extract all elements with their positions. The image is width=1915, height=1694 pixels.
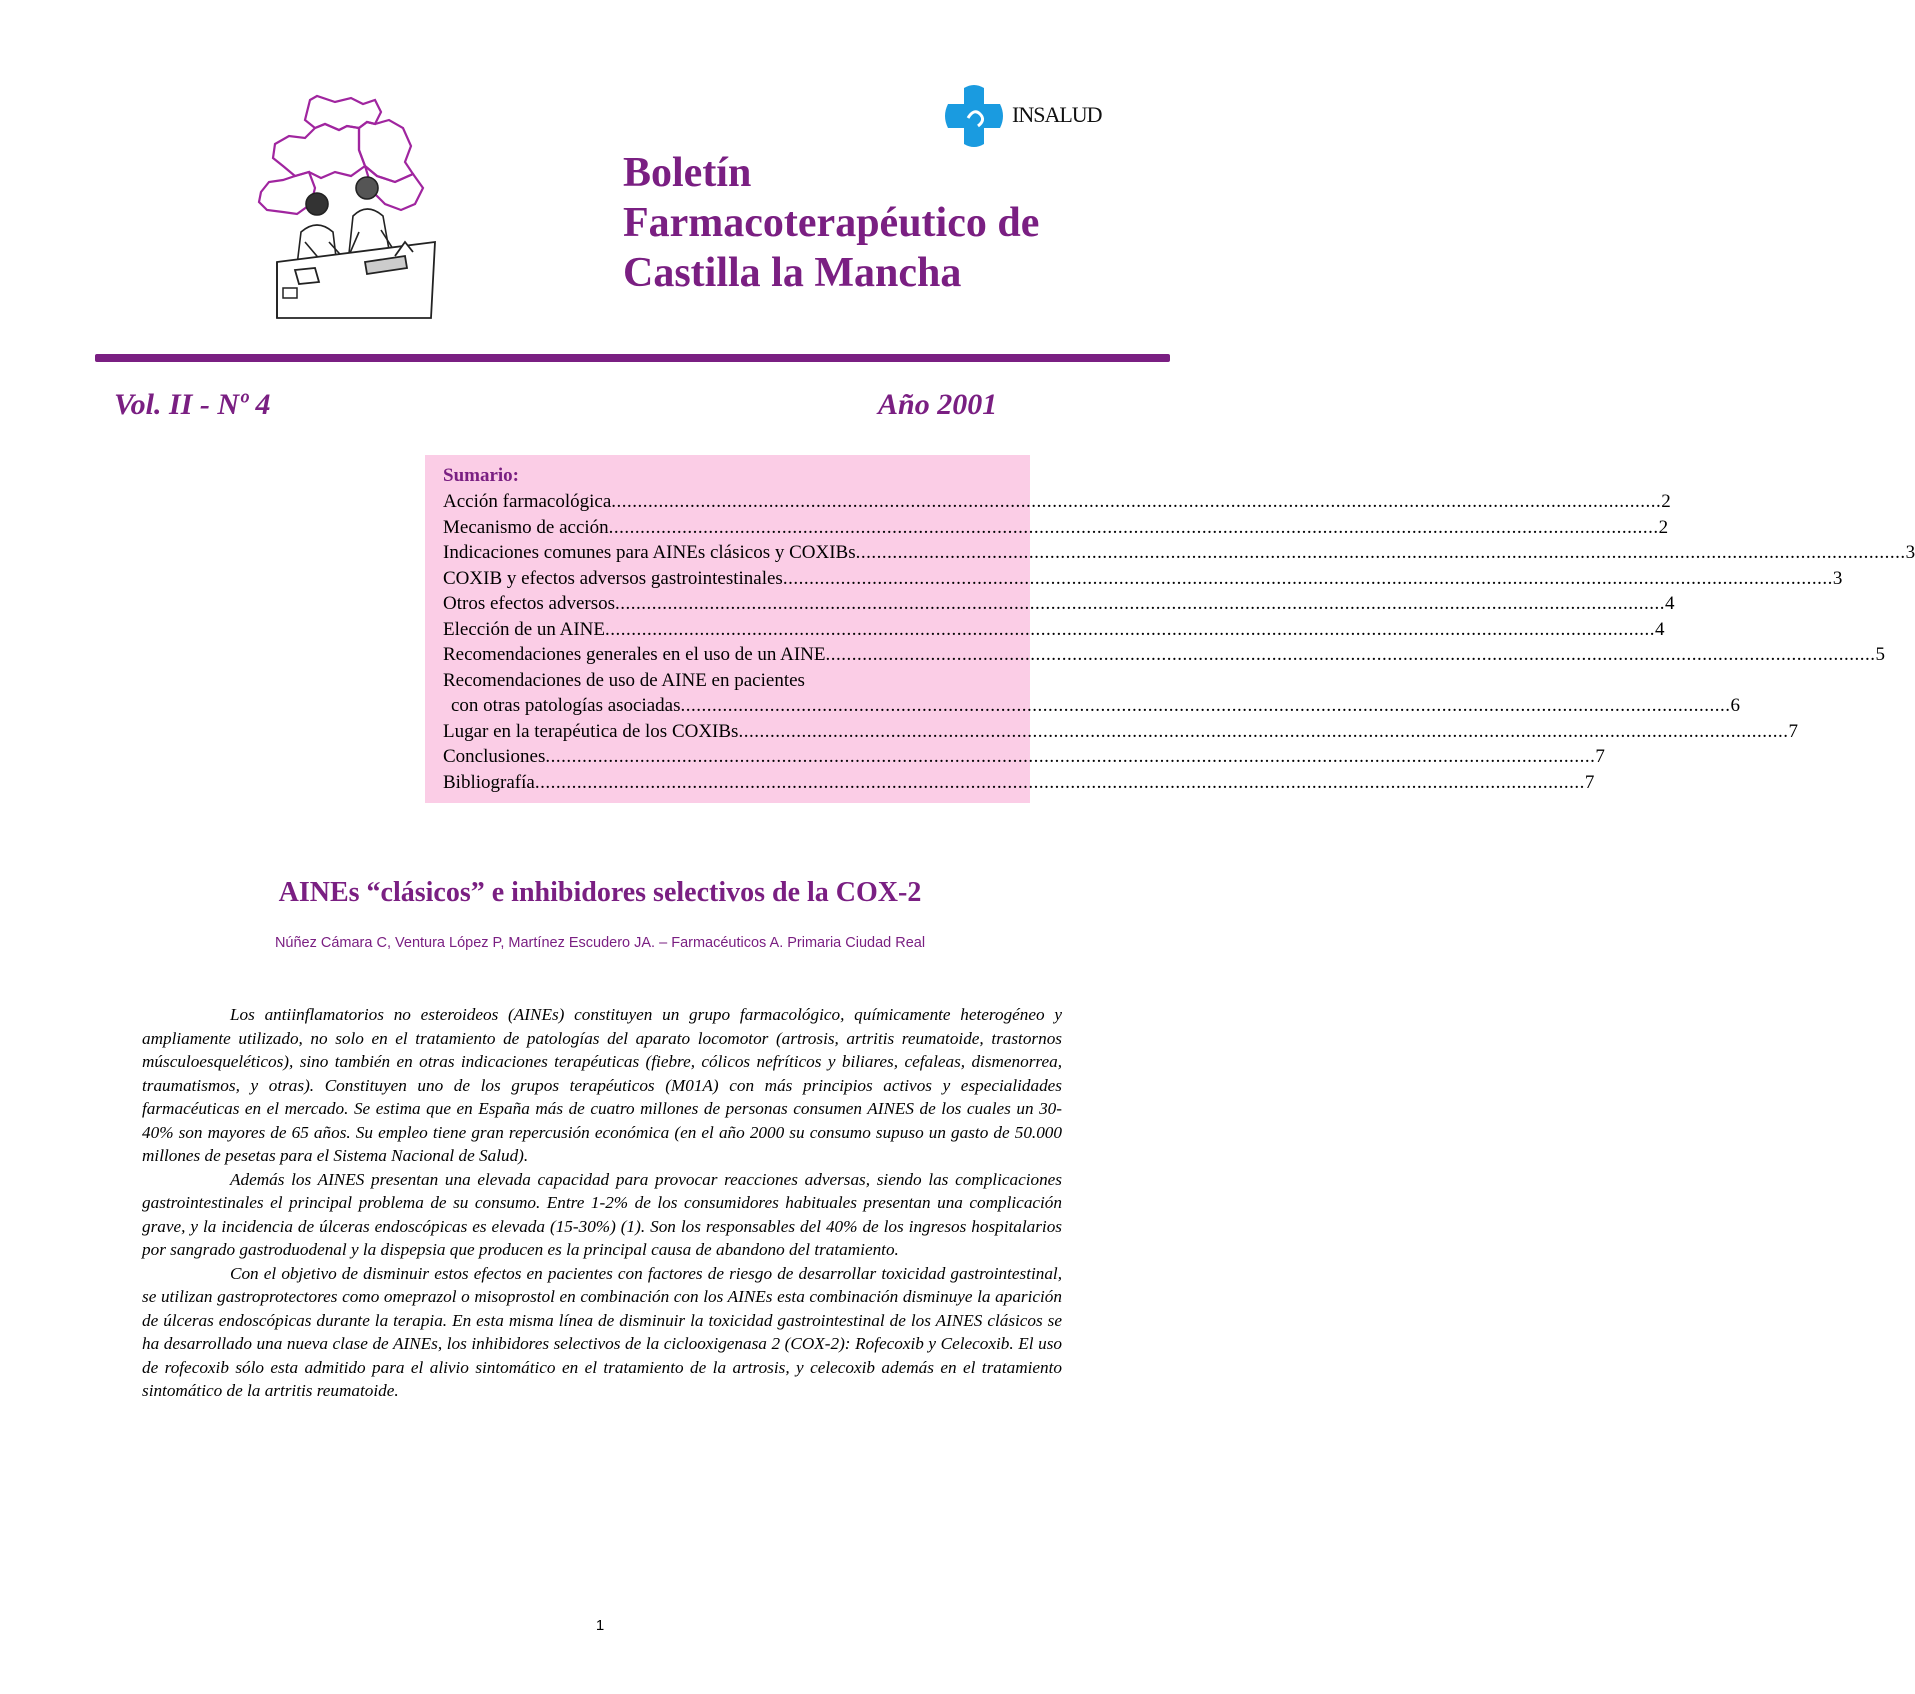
summary-item-page: 7 [1595,746,1605,767]
summary-item-label: con otras patologías asociadas [451,695,681,716]
summary-item-leader: ........................................................................................................................................................................................................ [738,720,1789,742]
summary-item-leader: ........................................................................................................................................................................................................ [608,516,1659,538]
paragraph: Con el objetivo de disminuir estos efectos en pacientes con factores de riesgo de desarrollar toxicidad gastrointestinal, se utilizan gastroprotectores como omeprazol o misoprostol en combinación con los AINEs esta combinación disminuye la aparición de úlceras endoscópicas durante la terapia. En esta misma línea de disminuir la toxicidad gastrointestinal de los AINES clásicos se ha desarrollado una nueva clase de AINEs, los inhibidores selectivos de la ciclooxigenasa 2 (COX-2): Rofecoxib y Celecoxib. El uso de rofecoxib sólo esta admitido para el alivio sintomático en el tratamiento de la artrosis, y celecoxib además en el tratamiento sintomático de la artritis reumatoide. [142,1263,1062,1400]
summary-item-label: Acción farmacológica [443,491,612,512]
summary-item-leader: ........................................................................................................................................................................................................ [545,746,1596,767]
summary-item-page: 6 [1730,695,1741,716]
summary-item [443,540,1915,566]
title-line: Boletín [623,150,752,196]
summary-item [443,515,1669,541]
summary-item [443,489,1671,515]
issue-year: Año 2001 [878,388,998,421]
summary-item-leader: ........................................................................................................................................................................................................ [782,567,1833,589]
summary-item-label: Recomendaciones generales en el uso de un AINE [443,644,826,665]
summary-item [443,744,1605,770]
summary-item-label: Elección de un AINE [443,618,605,640]
summary-item-label: Conclusiones [443,746,546,767]
article-title: AINEs “clásicos” e inhibidores selectivos de la COX-2 [278,877,922,908]
paragraph: Los antiinflamatorios no esteroideos (AINEs) constituyen un grupo farmacológico, químicamente heterogéneo y ampliamente utilizado, no solo en el tratamiento de patologías del aparato locomotor (artrosis, artritis reumatoide, trastornos músculoesqueléticos), sino también en otras indicaciones terapéuticas (fiebre, cólicos nefríticos y biliares, cefaleas, dismenorrea, traumatismos, y otras). Constituyen uno de los grupos terapéuticos (M01A) con más principios activos y especialidades farmacéuticas en el mercado. Se estima que en España más de cuatro millones de personas consumen AINES de los cuales un 30-40% son mayores de 65 años. Su empleo tiene gran repercusión económica (en el año 2000 su consumo supuso un gasto de 50.000 millones de pesetas para el Sistema Nacional de Salud). [142,1005,1062,1165]
summary-list [443,489,1915,795]
summary-item-page: 7 [1788,720,1798,742]
summary-item-page: 4 [1665,593,1675,614]
article-authors: Núñez Cámara C, Ventura López P, Martínez Escudero JA. – Farmacéuticos A. Primaria Ciudad Real [274,935,926,951]
summary-item [443,770,1595,796]
summary-item-label: Otros efectos adversos [443,593,616,614]
summary-item-label: Bibliografía [443,771,535,793]
summary-item-page: 2 [1661,491,1671,512]
summary-item [443,642,1886,668]
summary-item-page: 2 [1658,516,1669,538]
page-number: 1 [595,1617,605,1634]
summary-item-leader: ........................................................................................................................................................................................................ [604,618,1655,640]
summary-heading: Sumario: [443,465,519,486]
issue-volume: Vol. II - Nº 4 [114,388,271,421]
summary-item [443,566,1843,592]
castilla-la-mancha-map-with-pharmacists-icon [255,92,455,322]
header-divider [95,354,1170,362]
summary-item-label: COXIB y efectos adversos gastrointestinales [443,567,783,589]
summary-item-leader: ........................................................................................................................................................................................................ [680,695,1731,716]
summary-item-leader: ........................................................................................................................................................................................................ [825,644,1876,665]
summary-item [443,719,1798,745]
summary-item-leader: ........................................................................................................................................................................................................ [611,491,1662,512]
title-line: Farmacoterapéutico de [623,200,1040,246]
article-body [142,1003,1062,1403]
summary-item [443,693,1741,719]
summary-item-page: 4 [1654,618,1665,640]
brand-logo [942,84,1142,154]
summary-item-leader: ........................................................................................................................................................................................................ [855,542,1906,563]
summary-item [443,668,1012,694]
summary-box [425,455,1915,803]
summary-item-page: 7 [1584,771,1595,793]
bulletin-title [623,148,1143,298]
summary-item-label: Mecanismo de acción [443,516,609,538]
summary-item-page: 3 [1905,542,1915,563]
title-line: Castilla la Mancha [623,250,962,296]
summary-item-label: Indicaciones comunes para AINEs clásicos y COXIBs [443,542,856,563]
paragraph: Además los AINES presentan una elevada capacidad para provocar reacciones adversas, siendo las complicaciones gastrointestinales el principal problema de su consumo. Entre 1-2% de los consumidores habituales presentan una complicación grave, y la incidencia de úlceras endoscópicas es elevada (15-30%) (1). Son los responsables del 40% de los ingresos hospitalarios por sangrado gastroduodenal y la dispepsia que producen es la principal causa de abandono del tratamiento. [142,1169,1062,1259]
summary-item [443,591,1675,617]
brand-name: INSALUD [1012,102,1102,127]
summary-item-leader: ........................................................................................................................................................................................................ [534,771,1585,793]
summary-item-page: 5 [1875,644,1886,665]
summary-item-page: 3 [1832,567,1843,589]
summary-item-label: Recomendaciones de uso de AINE en pacientes [443,669,805,691]
summary-item-label: Lugar en la terapéutica de los COXIBs [443,720,739,742]
insalud-cross-icon [942,84,1006,150]
summary-item [443,617,1665,643]
summary-item-leader: ........................................................................................................................................................................................................ [615,593,1666,614]
